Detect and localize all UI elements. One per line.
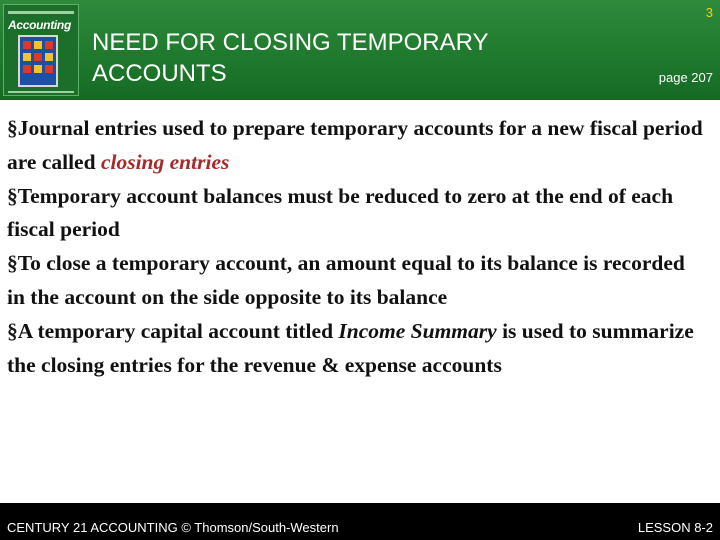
textbook-cover-logo bbox=[3, 4, 79, 96]
slide-title: NEED FOR CLOSING TEMPORARY ACCOUNTS bbox=[92, 29, 489, 87]
bullet-item: §Temporary account balances must be reduced to zero at the end of each fiscal period bbox=[7, 183, 674, 242]
slide-number: 3 bbox=[705, 5, 713, 20]
slide-body bbox=[0, 100, 720, 503]
bullet-icon: § bbox=[7, 251, 18, 276]
bullet-icon: § bbox=[7, 318, 18, 343]
book-cover-image bbox=[18, 35, 58, 87]
page-reference: page 207 bbox=[658, 70, 713, 85]
slide-footer bbox=[0, 503, 720, 540]
income-summary-term: Income Summary bbox=[338, 318, 497, 343]
footer-copyright: CENTURY 21 ACCOUNTING © Thomson/South-Western bbox=[7, 520, 339, 535]
closing-entries-term: closing entries bbox=[100, 149, 230, 174]
book-logo-text: Accounting bbox=[8, 18, 71, 32]
bullet-item: §Journal entries used to prepare temporary accounts for a new fiscal period are called closing entries bbox=[7, 116, 703, 174]
bullet-icon: § bbox=[7, 116, 18, 140]
bullet-icon: § bbox=[7, 183, 18, 208]
footer-lesson: LESSON 8-2 bbox=[637, 520, 713, 535]
bullet-item: §To close a temporary account, an amount equal to its balance is recorded in the account on the side opposite to its balance bbox=[7, 251, 685, 309]
bullet-item: §A temporary capital account titled Income Summary is used to summarize the closing entries for the revenue & expense accounts bbox=[7, 318, 694, 377]
slide-header bbox=[0, 0, 720, 100]
bullet-list bbox=[0, 100, 720, 382]
